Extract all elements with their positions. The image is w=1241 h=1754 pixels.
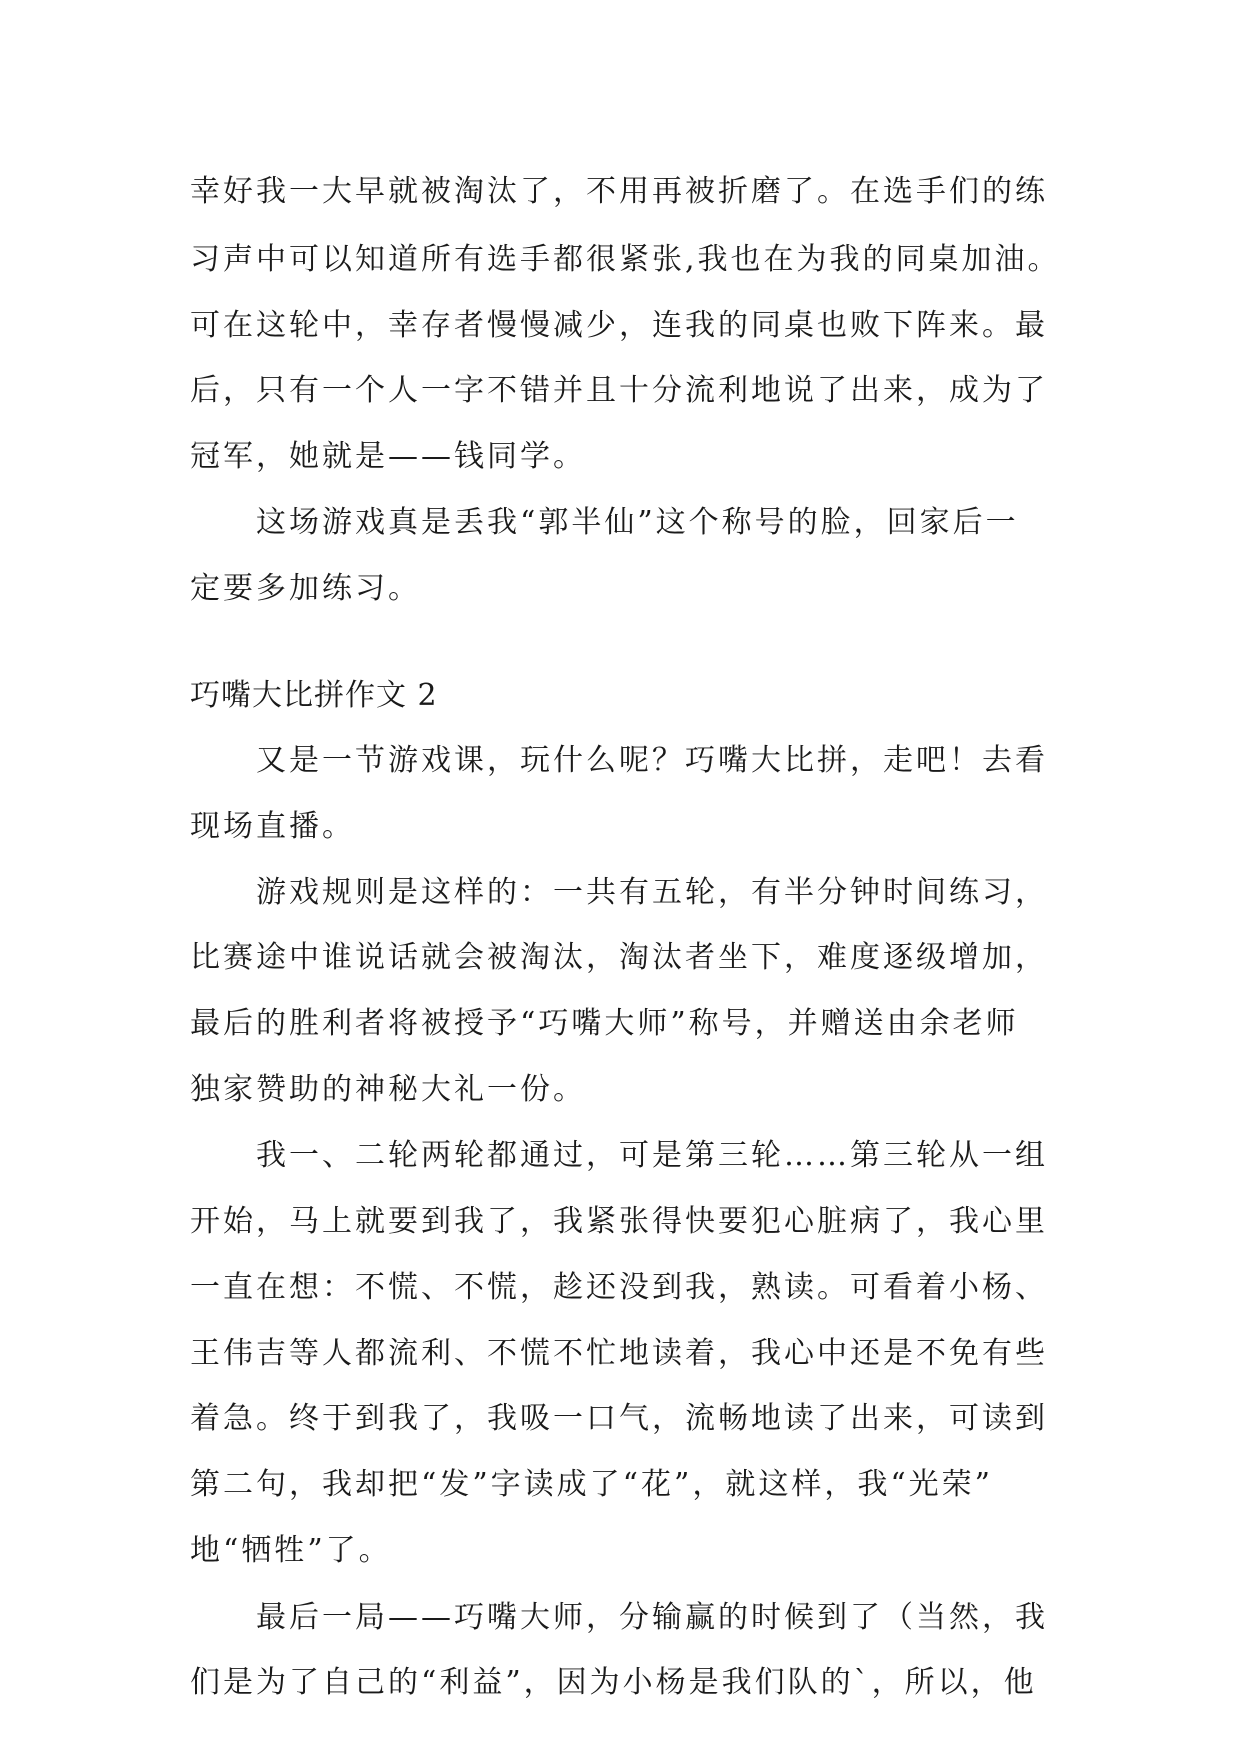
text-line: 着急。终于到我了，我吸一口气，流畅地读了出来，可读到 bbox=[190, 1401, 1048, 1436]
text-line: 后，只有一个人一字不错并且十分流利地说了出来，成为了 bbox=[190, 373, 1048, 408]
text-line: 最后一局——巧嘴大师，分输赢的时候到了（当然，我 bbox=[256, 1600, 1048, 1635]
text-line: 最后的胜利者将被授予“巧嘴大师”称号，并赠送由余老师 bbox=[190, 1006, 1019, 1041]
text-line: 幸好我一大早就被淘汰了，不用再被折磨了。在选手们的练 bbox=[190, 174, 1048, 209]
text-line: 又是一节游戏课，玩什么呢？巧嘴大比拼，走吧！去看 bbox=[256, 743, 1048, 778]
text-line: 这场游戏真是丢我“郭半仙”这个称号的脸，回家后一 bbox=[256, 505, 1019, 540]
text-line: 开始，马上就要到我了，我紧张得快要犯心脏病了，我心里 bbox=[190, 1204, 1048, 1239]
text-line: 定要多加练习。 bbox=[190, 571, 421, 606]
text-line: 第二句，我却把“发”字读成了“花”，就这样，我“光荣” bbox=[190, 1467, 994, 1502]
text-line: 冠军，她就是——钱同学。 bbox=[190, 439, 586, 474]
text-line: 游戏规则是这样的：一共有五轮，有半分钟时间练习， bbox=[256, 875, 1048, 910]
text-line: 现场直播。 bbox=[190, 809, 355, 844]
section-heading: 巧嘴大比拼作文 2 bbox=[190, 678, 438, 713]
text-line: 我一、二轮两轮都通过，可是第三轮……第三轮从一组 bbox=[256, 1138, 1048, 1173]
text-line: 习声中可以知道所有选手都很紧张,我也在为我的同桌加油。 bbox=[190, 242, 1061, 277]
text-line: 地“牺牲”了。 bbox=[190, 1533, 392, 1568]
text-line: 们是为了自己的“利益”，因为小杨是我们队的`，所以，他 bbox=[190, 1665, 1037, 1700]
text-line: 一直在想：不慌、不慌，趁还没到我，熟读。可看着小杨、 bbox=[190, 1270, 1048, 1305]
text-line: 王伟吉等人都流利、不慌不忙地读着，我心中还是不免有些 bbox=[190, 1336, 1048, 1371]
text-line: 独家赞助的神秘大礼一份。 bbox=[190, 1072, 586, 1107]
text-line: 比赛途中谁说话就会被淘汰，淘汰者坐下，难度逐级增加， bbox=[190, 940, 1048, 975]
text-line: 可在这轮中，幸存者慢慢减少，连我的同桌也败下阵来。最 bbox=[190, 308, 1048, 343]
